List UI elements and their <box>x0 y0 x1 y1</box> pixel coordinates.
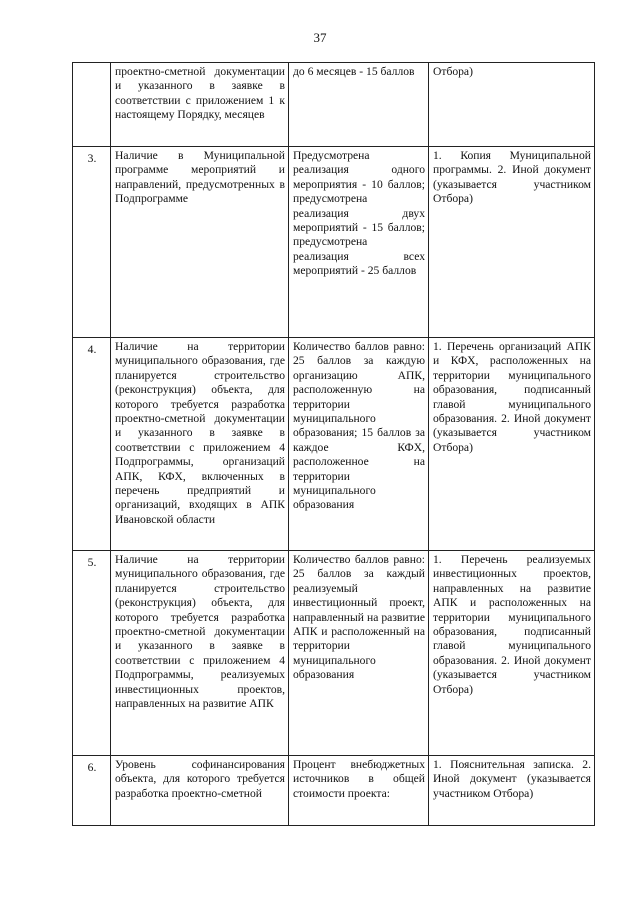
documents-cell: Отбора) <box>429 63 595 147</box>
criterion-cell: Наличие на территории муниципального образования, где планируется строительство (реконструкция) объекта, для которого требуется разработка проектно-сметной документации и указанного в заявке в соответствии с приложением 4 Подпрограммы, реализуемых инвестиционных проектов, направленных на развитие АПК <box>111 551 289 756</box>
criteria-table <box>72 62 595 826</box>
documents-cell: 1. Копия Муниципальной программы. 2. Иной документ (указывается участником Отбора) <box>429 147 595 338</box>
scoring-cell: Предусмотрена реализация одного мероприятия - 10 баллов; предусмотрена реализация двух мероприятий - 15 баллов; предусмотрена реализация всех мероприятий - 25 баллов <box>289 147 429 338</box>
table-row <box>73 756 595 826</box>
page-number: 37 <box>313 30 327 45</box>
criterion-cell: проектно-сметной документации и указанного в заявке в соответствии с приложением 1 к настоящему Порядку, месяцев <box>111 63 289 147</box>
row-number-cell: 3. <box>73 147 111 338</box>
documents-cell: 1. Перечень организаций АПК и КФХ, расположенных на территории муниципального образования, подписанный главой муниципального образования. 2. Иной документ (указывается участником Отбора) <box>429 338 595 551</box>
criterion-cell: Уровень софинансирования объекта, для которого требуется разработка проектно-сметной <box>111 756 289 826</box>
row-number-cell: 6. <box>73 756 111 826</box>
row-number-cell: 5. <box>73 551 111 756</box>
criterion-cell: Наличие на территории муниципального образования, где планируется строительство (реконструкция) объекта, для которого требуется разработка проектно-сметной документации и указанного в заявке в соответствии с приложением 4 Подпрограммы, организаций АПК, КФХ, включенных в перечень предприятий и организаций, входящих в АПК Ивановской области <box>111 338 289 551</box>
scoring-cell: Количество баллов равно: 25 баллов за каждую организацию АПК, расположенную на территории муниципального образования; 15 баллов за каждое КФХ, расположенное на территории муниципального образования <box>289 338 429 551</box>
documents-cell: 1. Перечень реализуемых инвестиционных проектов, направленных на развитие АПК и расположенных на территории муниципального образования, подписанный главой муниципального образования. 2. Иной документ (указывается участником Отбора) <box>429 551 595 756</box>
scoring-cell: Процент внебюджетных источников в общей стоимости проекта: <box>289 756 429 826</box>
criterion-cell: Наличие в Муниципальной программе мероприятий и направлений, предусмотренных в Подпрограмме <box>111 147 289 338</box>
row-number-cell <box>73 63 111 147</box>
scoring-cell: Количество баллов равно: 25 баллов за каждый реализуемый инвестиционный проект, направленный на развитие АПК и расположенный на территории муниципального образования <box>289 551 429 756</box>
table-row <box>73 551 595 756</box>
table-row <box>73 63 595 147</box>
row-number-cell: 4. <box>73 338 111 551</box>
table-row <box>73 338 595 551</box>
table-row <box>73 147 595 338</box>
scoring-cell: до 6 месяцев - 15 баллов <box>289 63 429 147</box>
documents-cell: 1. Пояснительная записка. 2. Иной документ (указывается участником Отбора) <box>429 756 595 826</box>
